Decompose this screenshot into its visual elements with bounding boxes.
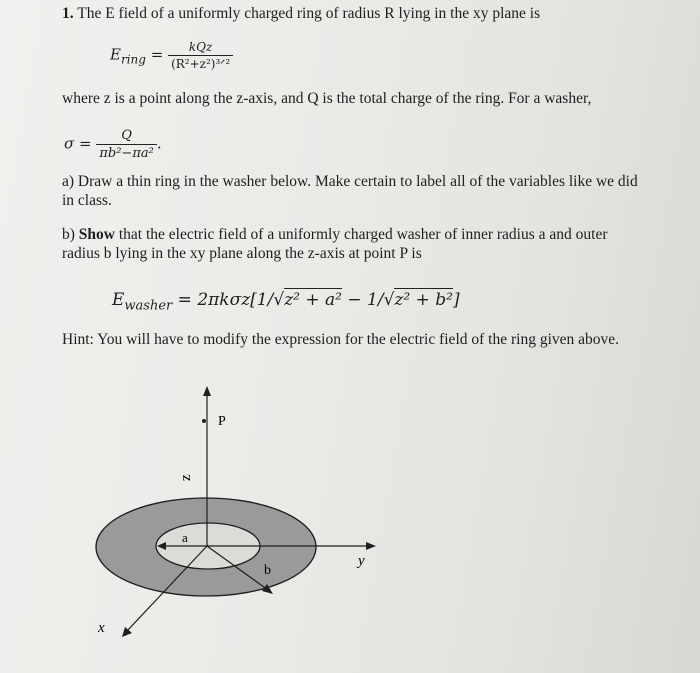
x-axis-arrowhead bbox=[122, 627, 132, 637]
sigma-denominator: πb²−πa² bbox=[99, 146, 154, 161]
label-p: P bbox=[218, 414, 226, 429]
sigma-end: . bbox=[156, 134, 162, 153]
point-p-marker bbox=[202, 419, 206, 423]
part-b-prefix: b) bbox=[62, 226, 79, 243]
ering-denominator: (R²+z²)³ᐟ² bbox=[171, 57, 231, 71]
label-b: b bbox=[264, 563, 271, 578]
ewasher-sqrt2: z² + b² bbox=[394, 290, 453, 310]
part-b-line1-rest: that the electric field of a uniformly charged washer of inner radius a and outer bbox=[114, 226, 608, 243]
label-a: a bbox=[182, 530, 188, 545]
ering-numerator: kQz bbox=[168, 40, 233, 56]
part-b-bold: Show bbox=[78, 226, 115, 243]
part-b-line2: radius b lying in the xy plane along the z-axis at point P is bbox=[62, 245, 422, 262]
sigma-numerator: Q bbox=[96, 128, 156, 145]
ering-equation: $E_{ring}$ = $\frac{\text{kQz}}{\text{(R²+z²)³ᐟ²}}$ bbox=[110, 40, 233, 71]
ewasher-eq: = 2πkσz[1/√ bbox=[177, 290, 285, 310]
hint-text: Hint: You will have to modify the expression for the electric field of the ring given above. bbox=[62, 331, 620, 348]
ering-lhs: E bbox=[110, 45, 121, 64]
label-y: y bbox=[358, 553, 365, 569]
y-axis-arrowhead bbox=[366, 542, 376, 550]
label-z: z bbox=[178, 474, 194, 481]
sigma-lhs: σ = bbox=[64, 134, 92, 153]
ewasher-lhs-sub: washer bbox=[124, 298, 173, 314]
part-a-line2: in class. bbox=[62, 192, 112, 209]
intro-text: The E field of a uniformly charged ring of radius R lying in the xy plane is bbox=[77, 5, 541, 22]
z-axis-arrowhead bbox=[203, 386, 211, 396]
label-x: x bbox=[98, 620, 105, 636]
where-text: where z is a point along the z-axis, and Q is the total charge of the ring. For a washer, bbox=[62, 90, 592, 107]
part-a-line1: a) Draw a thin ring in the washer below. Make certain to label all of the variables like we did bbox=[62, 173, 638, 190]
ewasher-end: ] bbox=[452, 290, 460, 310]
ering-lhs-sub: ring bbox=[120, 52, 146, 67]
ewasher-lhs: E bbox=[112, 290, 125, 310]
problem-number: 1. bbox=[62, 5, 74, 22]
ewasher-sqrt1: z² + a² bbox=[284, 290, 342, 310]
ewasher-mid: − 1/√ bbox=[341, 290, 395, 310]
